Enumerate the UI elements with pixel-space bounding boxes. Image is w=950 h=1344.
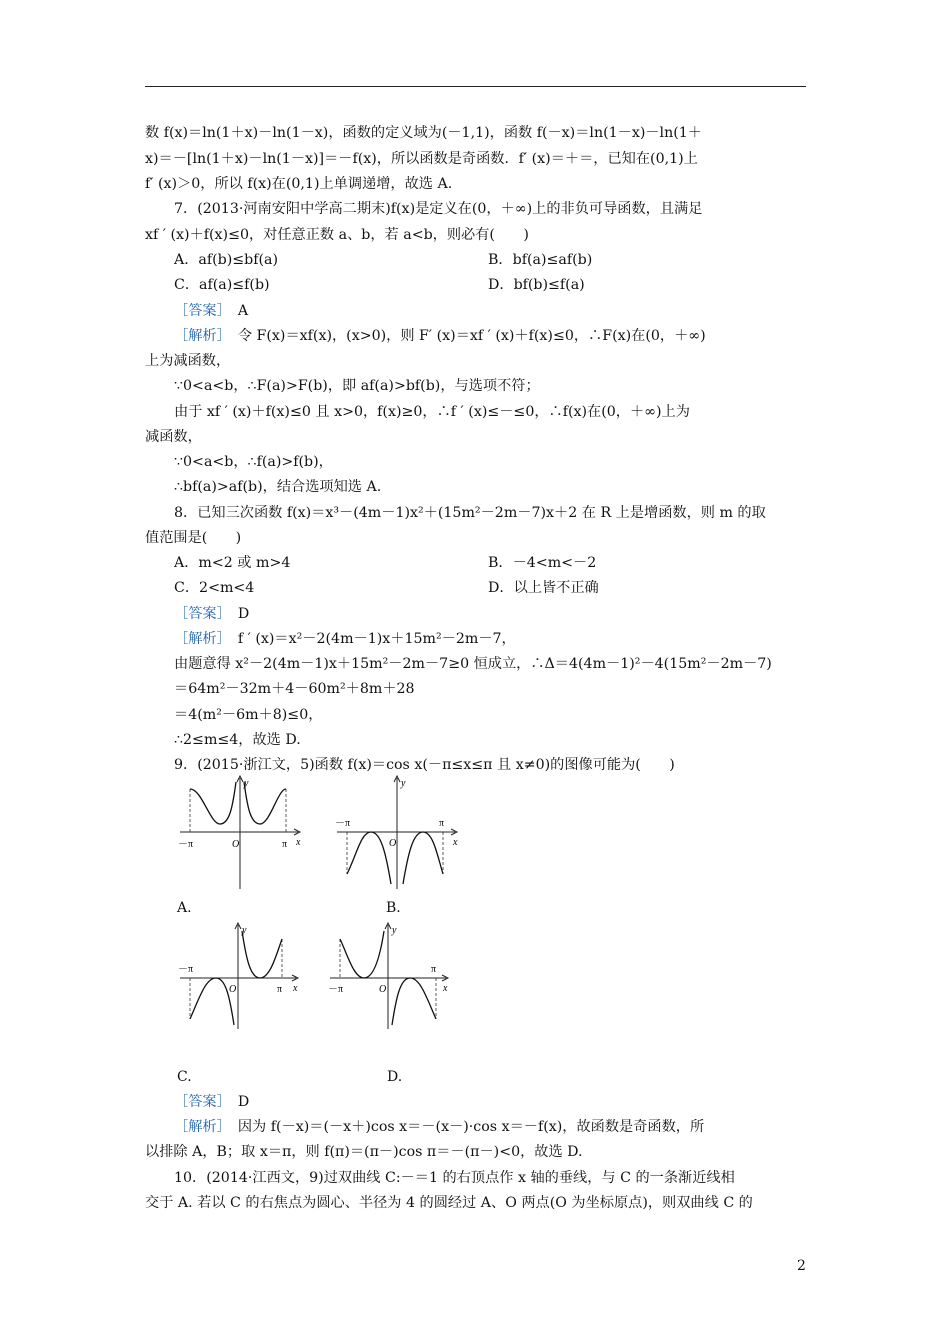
question-8: 8．已知三次函数 f(x)＝x³－(4m－1)x²＋(15m²－2m－7)x＋2 在 R 上是增函数，则 m 的取 bbox=[174, 505, 766, 521]
graph-d-svg bbox=[326, 921, 456, 1031]
text-line: 减函数， bbox=[145, 429, 202, 445]
x-axis-label: x bbox=[293, 983, 298, 994]
answer-line bbox=[174, 1092, 839, 1112]
text-line: ∴bf(a)>af(b)，结合选项知选 A. bbox=[174, 479, 382, 495]
origin-label: O bbox=[389, 838, 397, 849]
figure-label-d: D. bbox=[387, 1069, 403, 1085]
text-line: 值范围是( ) bbox=[145, 530, 242, 546]
answer-value: D bbox=[237, 606, 250, 622]
option-a: A．m<2 或 m>4 bbox=[174, 555, 291, 571]
pi-label: π bbox=[277, 984, 283, 995]
answer-tag: ［答案］ bbox=[174, 1094, 224, 1110]
text-line: xf ′ (x)＋f(x)≤0，对任意正数 a、b，若 a<b，则必有( ) bbox=[145, 227, 529, 243]
figure-label-c: C. bbox=[177, 1069, 192, 1085]
text-line: 交于 A. 若以 C 的右焦点为圆心、半径为 4 的圆经过 A、O 两点(O 为坐标原点)，则双曲线 C 的 bbox=[145, 1195, 753, 1211]
text-line: ＝4(m²－6m＋8)≤0， bbox=[174, 707, 323, 723]
analysis-text: 因为 f(－x)＝(－x＋)cos x＝－(x－)·cos x＝－f(x)，故函数是奇函数，所 bbox=[237, 1119, 705, 1135]
option-b: B．bf(a)≤af(b) bbox=[488, 252, 593, 268]
graph-c bbox=[176, 921, 306, 1031]
origin-label: O bbox=[229, 984, 237, 995]
answer-tag: ［答案］ bbox=[174, 606, 224, 622]
answer-tag: ［答案］ bbox=[174, 303, 224, 319]
answer-line bbox=[174, 604, 839, 624]
text-line: ∵0<a<b，∴f(a)>f(b)， bbox=[174, 454, 333, 470]
figure-label-a: A. bbox=[177, 900, 192, 916]
pi-label: π bbox=[282, 839, 288, 850]
text-line: 由于 xf ′ (x)＋f(x)≤0 且 x>0，f(x)≥0，∴f ′ (x)≤－≤0，∴f(x)在(0，＋∞)上为 bbox=[174, 404, 690, 420]
text-line: f′ (x)＞0，所以 f(x)在(0,1)上单调递增，故选 A. bbox=[145, 176, 453, 192]
graph-a bbox=[176, 774, 306, 890]
y-axis-label: y bbox=[244, 778, 249, 789]
answer-line bbox=[174, 301, 839, 321]
analysis-tag: ［解析］ bbox=[174, 631, 224, 647]
question-9: 9．(2015·浙江文，5)函数 f(x)＝cos x(－π≤x≤π 且 x≠0)的图像可能为( ) bbox=[174, 757, 675, 773]
x-axis-label: x bbox=[453, 837, 458, 848]
y-axis-label: y bbox=[401, 778, 406, 789]
origin-label: O bbox=[232, 839, 240, 850]
graph-b bbox=[333, 774, 463, 890]
pi-label: π bbox=[431, 964, 437, 975]
analysis-line bbox=[174, 629, 839, 649]
analysis-line bbox=[174, 1117, 839, 1137]
origin-label: O bbox=[379, 984, 387, 995]
question-7: 7．(2013·河南安阳中学高二期末)f(x)是定义在(0，＋∞)上的非负可导函数，且满足 bbox=[174, 201, 703, 217]
analysis-line bbox=[174, 326, 839, 346]
neg-pi-label: －π bbox=[335, 818, 351, 829]
option-d: D．以上皆不正确 bbox=[488, 580, 599, 596]
page-number: 2 bbox=[797, 1258, 806, 1274]
analysis-text: 令 F(x)＝xf(x)，(x>0)，则 F′ (x)＝xf ′ (x)＋f(x)≤0，∴F(x)在(0，＋∞) bbox=[237, 328, 706, 344]
neg-pi-label: －π bbox=[178, 839, 194, 850]
analysis-tag: ［解析］ bbox=[174, 328, 224, 344]
question-10: 10．(2014·江西文，9)过双曲线 C:－＝1 的右顶点作 x 轴的垂线，与 C 的一条渐近线相 bbox=[174, 1170, 735, 1186]
text-line: x)＝－[ln(1＋x)－ln(1－x)]＝－f(x)，所以函数是奇函数．f′ (x)＝＋＝，已知在(0,1)上 bbox=[145, 151, 698, 167]
text-line: 数 f(x)＝ln(1＋x)－ln(1－x)，函数的定义域为(－1,1)，函数 f(－x)＝ln(1－x)－ln(1＋ bbox=[145, 125, 702, 141]
analysis-tag: ［解析］ bbox=[174, 1119, 224, 1135]
option-c: C．2<m<4 bbox=[174, 580, 255, 596]
graph-c-svg bbox=[176, 921, 306, 1031]
answer-value: D bbox=[237, 1094, 250, 1110]
analysis-text: f ′ (x)＝x²－2(4m－1)x＋15m²－2m－7， bbox=[237, 631, 516, 647]
y-axis-label: y bbox=[242, 925, 247, 936]
option-b: B．－4<m<－2 bbox=[488, 555, 597, 571]
answer-value: A bbox=[237, 303, 249, 319]
option-a: A．af(b)≤bf(a) bbox=[174, 252, 279, 268]
x-axis-label: x bbox=[296, 837, 301, 848]
figure-label-b: B. bbox=[386, 900, 401, 916]
text-line: ＝64m²－32m＋4－60m²＋8m＋28 bbox=[174, 681, 415, 697]
text-line: 上为减函数， bbox=[145, 353, 231, 369]
graph-b-svg bbox=[333, 774, 463, 890]
neg-pi-label: －π bbox=[328, 984, 344, 995]
text-line: ∴2≤m≤4，故选 D. bbox=[174, 732, 301, 748]
text-line: ∵0<a<b，∴F(a)>F(b)，即 af(a)>bf(b)，与选项不符； bbox=[174, 378, 540, 394]
text-line: 以排除 A，B；取 x＝π，则 f(π)＝(π－)cos π＝－(π－)<0，故选 D. bbox=[145, 1144, 583, 1160]
option-d: D．bf(b)≤f(a) bbox=[488, 277, 585, 293]
header-rule bbox=[145, 86, 806, 87]
graph-a-svg bbox=[176, 774, 306, 890]
x-axis-label: x bbox=[443, 983, 448, 994]
y-axis-label: y bbox=[392, 925, 397, 936]
text-line: 由题意得 x²－2(4m－1)x＋15m²－2m－7≥0 恒成立，∴Δ＝4(4m－1)²－4(15m²－2m－7) bbox=[174, 656, 772, 672]
neg-pi-label: －π bbox=[178, 964, 194, 975]
pi-label: π bbox=[439, 818, 445, 829]
graph-d bbox=[326, 921, 456, 1031]
option-c: C．af(a)≤f(b) bbox=[174, 277, 270, 293]
